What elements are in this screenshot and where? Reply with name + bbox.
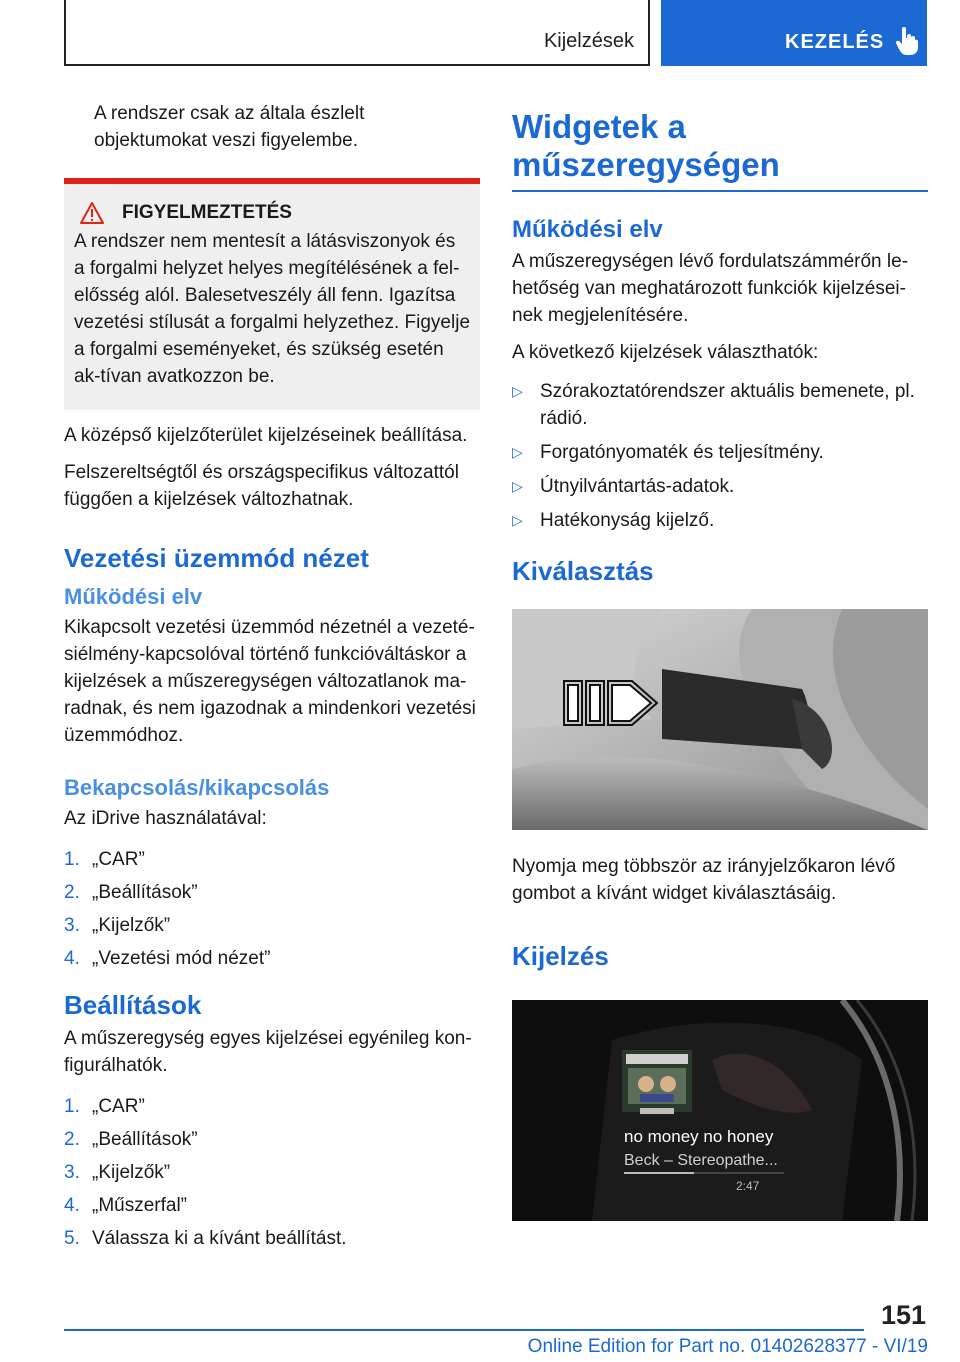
warning-text: A rendszer nem mentesít a látásviszonyok és a forgalmi helyzet helyes megítélésének a fel‐elősség alól. Balesetveszély áll fenn. Igazítsa vezetési stílusát a forgalmi helyzethez. Figyelje a forgalmi eseményeket, és szükség esetén ak‐tívan avatkozzon be. bbox=[74, 231, 471, 387]
widget-options-list bbox=[512, 378, 928, 534]
paragraph-mukodesi-right: A műszeregységen lévő fordulatszámmérőn le‐hetőség van meghatározott funkciók kijelzései‐nek megjelenítésére. bbox=[512, 251, 909, 326]
paragraph-kozepso: A középső kijelzőterület kijelzéseinek beállítása. bbox=[64, 425, 468, 446]
right-column bbox=[512, 104, 928, 1226]
list-item: ▷ Hatékonyság kijelző. bbox=[512, 510, 715, 531]
list-item: 1. „CAR” bbox=[64, 1096, 145, 1117]
intro-text: A rendszer csak az általa észlelt objektumokat veszi figyelembe. bbox=[94, 103, 365, 151]
heading-widgetek: Widgetek a műszeregységen bbox=[512, 108, 928, 192]
list-item: 3. „Kijelzők” bbox=[64, 915, 171, 936]
warning-box bbox=[64, 178, 480, 410]
left-column bbox=[64, 100, 480, 1258]
heading-mukodesi-elv-left: Működési elv bbox=[64, 584, 203, 609]
header-chapter-box bbox=[661, 0, 927, 66]
hand-pointer-icon bbox=[895, 27, 919, 55]
header-chapter-title: KEZELÉS bbox=[785, 31, 885, 53]
footer-edition: Online Edition for Part no. 01402628377 - VI/19 bbox=[527, 1336, 928, 1357]
paragraph-felszereltseg: Felszereltségtől és országspecifikus változattól függően a kijelzések változhatnak. bbox=[64, 462, 459, 510]
warning-title: FIGYELMEZTETÉS bbox=[122, 202, 292, 223]
list-item: 4. „Műszerfal” bbox=[64, 1195, 188, 1216]
footer-divider bbox=[64, 1329, 864, 1331]
list-item: 1. „CAR” bbox=[64, 849, 145, 870]
paragraph-idrive: Az iDrive használatával: bbox=[64, 808, 267, 829]
list-item: 3. „Kijelzők” bbox=[64, 1162, 171, 1183]
warning-heading bbox=[74, 202, 470, 224]
paragraph-beallitasok: A műszeregység egyes kijelzései egyénileg kon‐figurálhatók. bbox=[64, 1028, 472, 1076]
page-number: 151 bbox=[880, 1300, 926, 1330]
list-item: 2. „Beállítások” bbox=[64, 882, 198, 903]
list-item: ▷ Forgatónyomaték és teljesítmény. bbox=[512, 442, 824, 463]
display-time: 2:47 bbox=[736, 1179, 760, 1193]
heading-kivalasztas: Kiválasztás bbox=[512, 556, 654, 586]
instrument-cluster-display-photo bbox=[512, 1000, 928, 1221]
paragraph-mukodesi-left: Kikapcsolt vezetési üzemmód nézetnél a vezeté‐siélmény-kapcsolóval történő funkcióváltáskor a kijelzések a műszeregységen változatlanok ma‐radnak, és nem igazodnak a mindenkori vezetési üzemmódhoz. bbox=[64, 617, 476, 746]
display-artist: Beck – Stereopathe... bbox=[624, 1152, 778, 1169]
paragraph-nyomja: Nyomja meg többször az irányjelzőkaron lévő gombot a kívánt widget kiválasztásáig. bbox=[512, 856, 896, 904]
paragraph-kovetkezo: A következő kijelzések választhatók: bbox=[512, 342, 819, 363]
list-item: ▷ Szórakoztatórendszer aktuális bemenete, pl. rádió. bbox=[512, 381, 915, 429]
heading-vezetesi-uzemmod: Vezetési üzemmód nézet bbox=[64, 543, 369, 573]
heading-beallitasok: Beállítások bbox=[64, 990, 202, 1020]
list-item: 4. „Vezetési mód nézet” bbox=[64, 948, 271, 969]
warning-triangle-icon bbox=[80, 202, 104, 224]
heading-mukodesi-elv-right: Működési elv bbox=[512, 216, 663, 243]
list-item: ▷ Útnyilvántartás-adatok. bbox=[512, 476, 735, 497]
display-song-title: no money no honey bbox=[624, 1127, 774, 1146]
list-item: 5. Válassza ki a kívánt beállítást. bbox=[64, 1228, 347, 1249]
header-section-box bbox=[64, 0, 650, 66]
turn-signal-lever-photo bbox=[512, 609, 928, 830]
list-item: 2. „Beállítások” bbox=[64, 1129, 198, 1150]
heading-kijelzes: Kijelzés bbox=[512, 941, 609, 971]
menu-path-list-1 bbox=[64, 846, 480, 972]
header-section-title: Kijelzések bbox=[543, 30, 634, 52]
menu-path-list-2 bbox=[64, 1093, 480, 1252]
heading-bekapcsolas: Bekapcsolás/kikapcsolás bbox=[64, 775, 330, 800]
